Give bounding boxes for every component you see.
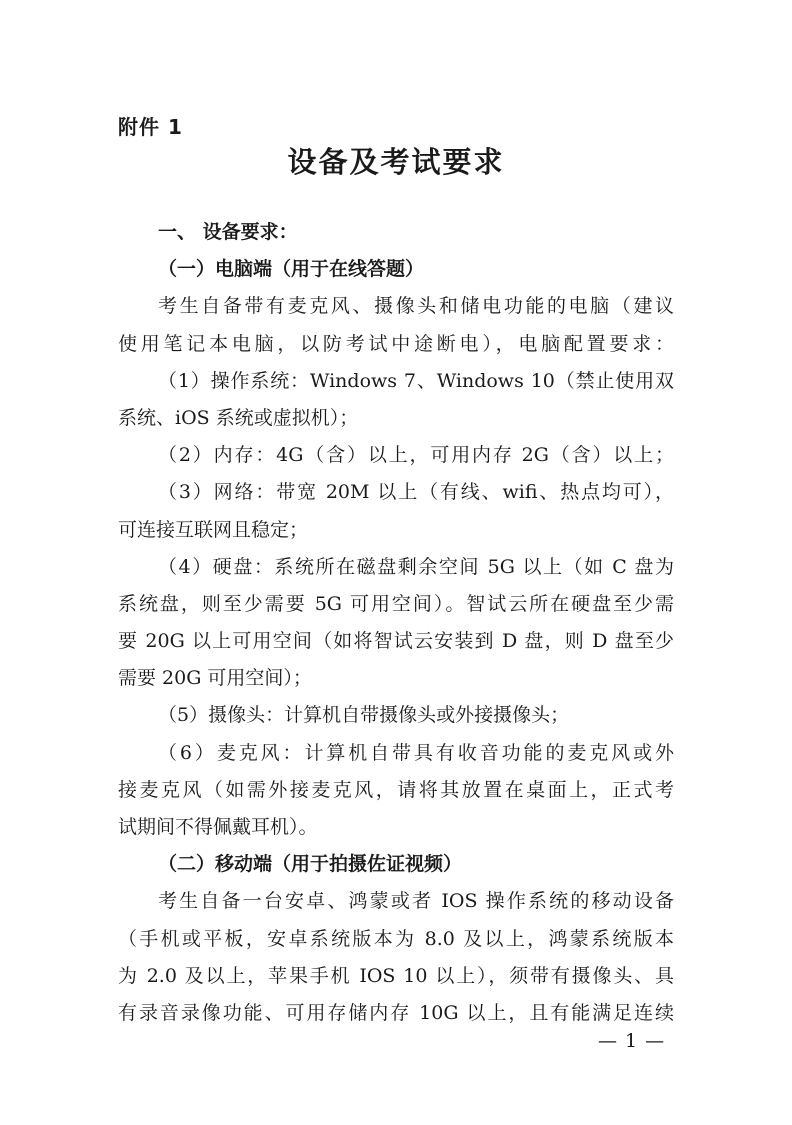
paragraph-line: 试期间不得佩戴耳机）。 (118, 816, 318, 838)
paragraph-line: 需要 20G 可用空间）； (118, 667, 312, 690)
paragraph-line: 要 20G 以上可用空间（如将智试云安装到 D 盘，则 D 盘至少 (118, 630, 674, 653)
document-body (118, 214, 674, 1032)
paragraph-line: （手机或平板，安卓系统版本为 8.0 及以上，鸿蒙系统版本 (118, 927, 674, 950)
page-title: 设备及考试要求 (287, 145, 505, 179)
paragraph-line: 系统盘，则至少需要 5G 可用空间）。智试云所在硬盘至少需 (118, 592, 674, 615)
paragraph-line: （6）麦克风：计算机自带具有收音功能的麦克风或外 (158, 741, 674, 764)
page-number: — 1 — (598, 1030, 666, 1052)
paragraph-line: 可连接互联网且稳定； (118, 518, 309, 541)
paragraph-line: （5）摄像头：计算机自带摄像头或外接摄像头； (158, 704, 570, 727)
paragraph-line: 考生自备一台安卓、鸿蒙或者 IOS 操作系统的移动设备 (158, 890, 674, 913)
subsection-heading-mobile: （二）移动端（用于拍摄佐证视频） (158, 853, 463, 876)
paragraph-line: 使用笔记本电脑，以防考试中途断电），电脑配置要求： (118, 332, 674, 355)
subsection-heading-computer: （一）电脑端（用于在线答题） (158, 258, 425, 281)
attachment-label: 附件 1 (118, 115, 183, 139)
paragraph-line: 接麦克风（如需外接麦克风，请将其放置在桌面上，正式考 (118, 778, 674, 801)
paragraph-line: （4）硬盘：系统所在磁盘剩余空间 5G 以上（如 C 盘为 (158, 555, 674, 578)
paragraph-line: （1）操作系统：Windows 7、Windows 10（禁止使用双 (158, 369, 674, 392)
paragraph-line: （2）内存：4G（含）以上，可用内存 2G（含）以上； (158, 444, 674, 467)
paragraph-line: 系统、iOS 系统或虚拟机）； (118, 406, 359, 429)
section-heading-equipment: 一、 设备要求： (158, 221, 298, 243)
paragraph-line: （3）网络：带宽 20M 以上（有线、wifi、热点均可）， (158, 481, 674, 504)
paragraph-line: 考生自备带有麦克风、摄像头和储电功能的电脑（建议 (158, 295, 674, 318)
paragraph-line: 为 2.0 及以上，苹果手机 IOS 10 以上），须带有摄像头、具 (118, 964, 674, 987)
paragraph-line: 有录音录像功能、可用存储内存 10G 以上，且有能满足连续 (118, 1001, 674, 1024)
